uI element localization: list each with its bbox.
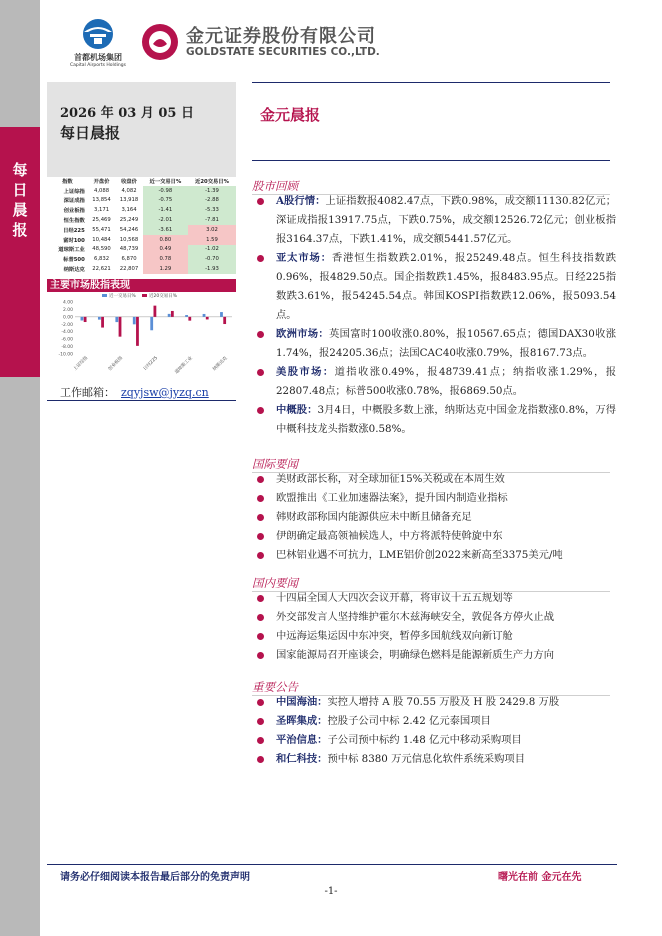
list-item (252, 750, 616, 769)
bullet-icon (257, 737, 264, 744)
item-text: 3月4日，中概股多数上涨，纳斯达克中国金龙指数涨0.8%，万得中概科技龙头指数涨0.58%。 (276, 404, 617, 435)
table-cell: 6,832 (93, 256, 110, 263)
legend-label: 近一交易日% (109, 294, 136, 299)
item-text: 欧盟推出《工业加速器法案》，提升国内制造业指标 (276, 492, 508, 504)
table-cell: 54,246 (119, 226, 139, 233)
list-item (252, 712, 616, 731)
item-text: 预中标 8380 万元信息化软件系统采购项目 (327, 753, 525, 765)
list-item (252, 527, 616, 546)
table-row (47, 186, 236, 196)
page-number: -1- (324, 886, 338, 897)
bullet-icon (257, 652, 264, 659)
section-title-market: 股市回顾 (252, 179, 298, 193)
table-cell: -1.93 (188, 264, 236, 274)
table-row (47, 205, 236, 215)
item-text: 实控人增持 A 股 70.55 万股及 H 股 2429.8 万股 (327, 696, 560, 708)
table-cell: 13,918 (119, 197, 139, 204)
bar (220, 312, 223, 317)
bar (98, 317, 101, 320)
list-item (252, 363, 616, 401)
table-row (47, 196, 236, 206)
col-header: 近一交易日% (149, 178, 182, 185)
y-tick-label: -4.00 (61, 330, 73, 336)
legend-swatch (142, 294, 147, 297)
table-row (47, 235, 236, 245)
table-cell: 0.78 (143, 254, 188, 264)
sidebar-label: 每日晨报 (12, 161, 28, 239)
table-cell: 0.80 (143, 235, 188, 245)
bar (188, 317, 191, 321)
bullet-icon (257, 331, 264, 338)
col-header: 收盘价 (121, 178, 137, 185)
item-head: 美股市场： (276, 366, 335, 378)
item-text: 子公司预中标约 1.48 亿元中移动采购项目 (327, 734, 522, 746)
contact-row (60, 384, 209, 400)
list-item (252, 325, 616, 363)
slogan: 曙光在前 金元在先 (498, 872, 582, 883)
bullet-icon (257, 633, 264, 640)
footer-rule (47, 864, 617, 865)
table-cell: 深证成指 (63, 198, 85, 205)
table-cell: 48,739 (119, 246, 139, 253)
bar (133, 317, 136, 324)
company-name-en: GOLDSTATE SECURITIES CO.,LTD. (186, 46, 380, 58)
x-tick-label: 日经225 (142, 355, 159, 372)
item-head: A股行情： (276, 195, 326, 207)
item-text: 伊朗确定最高领袖候选人，中方将派特使斡旋中东 (276, 530, 503, 542)
item-text: 道指收涨0.49%，报48739.41点；纳指收涨1.29%，报22807.48点；标普500收涨0.78%，报6869.50点。 (276, 366, 617, 397)
table-cell: 1.29 (143, 264, 188, 274)
col-header: 近20交易日% (195, 178, 229, 185)
item-head: 圣晖集成： (276, 715, 328, 727)
header-rule-right (252, 82, 610, 83)
bullet-icon (257, 495, 264, 502)
item-text: 国家能源局召开座谈会，明确绿色燃料是能源新质生产力方向 (276, 649, 555, 661)
table-cell: 日经225 (63, 227, 85, 234)
domestic-news-list (252, 589, 616, 665)
item-text: 上证指数报4082.47点，下跌0.98%，成交额11130.82亿元；深证成指报13917.75点，下跌0.75%，成交额12526.72亿元；创业板指报3164.37点，下跌1.41%，成交额5441.57亿元。 (276, 195, 617, 245)
market-review-list (252, 192, 616, 439)
list-item (252, 489, 616, 508)
report-title: 每日晨报 (60, 124, 121, 142)
table-cell: 上证综指 (63, 188, 85, 195)
x-tick-label: 上证综指 (72, 355, 90, 373)
airport-emblem-icon (58, 18, 138, 52)
report-date: 2026 年 03 月 05 日 (60, 106, 194, 121)
x-tick-label: 创业板指 (107, 355, 125, 373)
bullet-icon (257, 533, 264, 540)
item-text: 韩财政部称国内能源供应未中断且储备充足 (276, 511, 472, 523)
table-cell: 3,171 (93, 207, 110, 214)
table-cell: 22,807 (119, 266, 139, 273)
table-cell: 3.02 (188, 225, 236, 235)
table-cell: 3,164 (121, 207, 137, 214)
bar (154, 306, 157, 317)
index-bar-chart (47, 292, 236, 376)
item-head: 和仁科技： (276, 753, 328, 765)
list-item (252, 627, 616, 646)
list-item (252, 401, 616, 439)
table-cell: -3.61 (143, 225, 188, 235)
company-name-cn: 金元证券股份有限公司 (186, 26, 376, 47)
item-head: 中概股： (276, 404, 318, 416)
x-tick-label: 纳斯达克 (212, 355, 229, 373)
table-cell: 1.59 (188, 235, 236, 245)
bullet-icon (257, 407, 264, 414)
item-text: 香港恒生指数跌2.01%，报25249.48点。恒生科技指数跌0.96%，报4829.50点。国企指数跌1.45%，报8483.95点。日经225指数跌3.61%，报54245.54点。韩国KOSPI指数跌12.06%，报5093.54点。 (276, 252, 617, 321)
col-header: 开盘价 (93, 178, 110, 185)
email-rule (47, 400, 236, 401)
bullet-icon (257, 552, 264, 559)
item-head: 平治信息： (276, 734, 328, 746)
list-item (252, 589, 616, 608)
table-cell: 48,590 (92, 246, 111, 253)
table-cell: 道琼斯工业 (58, 247, 85, 254)
table-cell: 6,870 (121, 256, 137, 263)
item-text: 中远海运集运因中东冲突，暂停多国航线双向新订舱 (276, 630, 513, 642)
table-cell: 富时100 (63, 237, 85, 244)
y-tick-label: -2.00 (61, 322, 73, 328)
company-logo (140, 22, 400, 62)
section-title-intl: 国际要闻 (252, 457, 298, 471)
bar (84, 317, 87, 322)
table-cell: 4,082 (121, 187, 137, 194)
table-cell: -0.70 (188, 254, 236, 264)
bullet-icon (257, 255, 264, 262)
airport-name-en: Capital Airports Holdings (70, 63, 126, 68)
legend-swatch (102, 294, 107, 297)
list-item (252, 546, 616, 565)
table-cell: 10,568 (119, 236, 139, 243)
bar (81, 317, 84, 321)
item-head: 中国海油： (276, 696, 328, 708)
table-row (47, 215, 236, 225)
table-cell: -2.01 (143, 215, 188, 225)
x-tick-label: 道琼斯工业 (174, 355, 194, 376)
y-tick-label: -8.00 (61, 345, 73, 351)
announcement-list (252, 693, 616, 769)
bar (171, 311, 174, 317)
title-rule-right (252, 160, 610, 161)
table-cell: -7.81 (188, 215, 236, 225)
bullet-icon (257, 514, 264, 521)
airport-logo (58, 18, 138, 70)
bar (168, 314, 171, 317)
email-link[interactable]: zqyjsw@jyzq.cn (121, 386, 209, 399)
y-tick-label: -10.00 (58, 352, 73, 358)
bar (185, 315, 188, 317)
item-head: 亚太市场： (276, 252, 332, 264)
table-row (47, 245, 236, 255)
list-item (252, 508, 616, 527)
section-title-announce: 重要公告 (252, 680, 298, 694)
bullet-icon (257, 699, 264, 706)
market-index-table (47, 176, 236, 274)
table-cell: 纳斯达克 (63, 267, 85, 274)
table-cell: 13,854 (92, 197, 111, 204)
item-text: 英国富时100收涨0.80%，报10567.65点；德国DAX30收涨1.74%，报24205.36点；法国CAC40收涨0.79%，报8167.73点。 (276, 328, 616, 359)
table-cell: 55,471 (92, 226, 111, 233)
table-cell: 4,088 (93, 187, 110, 194)
y-tick-label: -6.00 (61, 337, 73, 343)
table-cell: 25,469 (92, 217, 111, 224)
bar (203, 314, 206, 317)
table-cell: -5.33 (188, 205, 236, 215)
list-item (252, 249, 616, 325)
bullet-icon (257, 614, 264, 621)
table-cell: -1.41 (143, 205, 188, 215)
table-cell: 0.49 (143, 245, 188, 255)
item-text: 控股子公司中标 2.42 亿元泰国项目 (327, 715, 491, 727)
section-title-domestic: 国内要闻 (252, 576, 298, 590)
bullet-icon (257, 369, 264, 376)
email-label: 工作邮箱： (60, 386, 115, 399)
bullet-icon (257, 198, 264, 205)
bar (206, 317, 209, 320)
table-cell: -0.75 (143, 196, 188, 206)
airport-name-cn: 首都机场集团 (74, 53, 122, 62)
bar (136, 317, 139, 346)
table-cell: 标普500 (63, 257, 85, 264)
table-cell: -1.02 (188, 245, 236, 255)
item-head: 欧洲市场： (276, 328, 330, 340)
table-cell: 创业板指 (63, 208, 85, 215)
table-row (47, 225, 236, 235)
y-tick-label: 4.00 (62, 300, 73, 306)
table-cell: 恒生指数 (63, 218, 85, 225)
goldstate-emblem-icon (140, 22, 180, 62)
disclaimer-note: 请务必仔细阅读本报告最后部分的免责声明 (60, 872, 250, 883)
list-item (252, 608, 616, 627)
item-text: 美财政部长称，对全球加征15%关税或在本周生效 (276, 473, 505, 485)
bullet-icon (257, 595, 264, 602)
table-caption: 主要市场股指表现 (47, 279, 236, 292)
table-cell: -2.88 (188, 196, 236, 206)
bullet-icon (257, 476, 264, 483)
bullet-icon (257, 756, 264, 763)
list-item (252, 731, 616, 750)
list-item (252, 470, 616, 489)
item-text: 巴林铝业遇不可抗力，LME铝价创2022来新高至3375美元/吨 (276, 549, 563, 561)
item-text: 外交部发言人坚持维护霍尔木兹海峡安全，敦促各方停火止战 (276, 611, 555, 623)
col-header: 指数 (62, 178, 73, 185)
legend-label: 近20交易日% (149, 294, 178, 299)
brand-title: 金元晨报 (260, 106, 321, 124)
y-tick-label: 0.00 (62, 315, 73, 321)
bar (119, 317, 122, 337)
table-row (47, 254, 236, 264)
table-cell: 10,484 (92, 236, 111, 243)
list-item (252, 693, 616, 712)
list-item (252, 192, 616, 249)
item-text: 十四届全国人大四次会议开幕，将审议十五五规划等 (276, 592, 513, 604)
y-tick-label: 2.00 (62, 307, 73, 313)
bar (115, 317, 118, 322)
table-cell: 25,249 (119, 217, 139, 224)
bar (150, 317, 153, 330)
bar (223, 317, 226, 324)
table-cell: -0.98 (143, 186, 188, 196)
intl-news-list (252, 470, 616, 565)
table-cell: 22,621 (92, 266, 111, 273)
table-cell: -1.39 (188, 186, 236, 196)
bullet-icon (257, 718, 264, 725)
table-header-row (47, 176, 236, 186)
table-row (47, 264, 236, 274)
list-item (252, 646, 616, 665)
bar (101, 317, 104, 328)
